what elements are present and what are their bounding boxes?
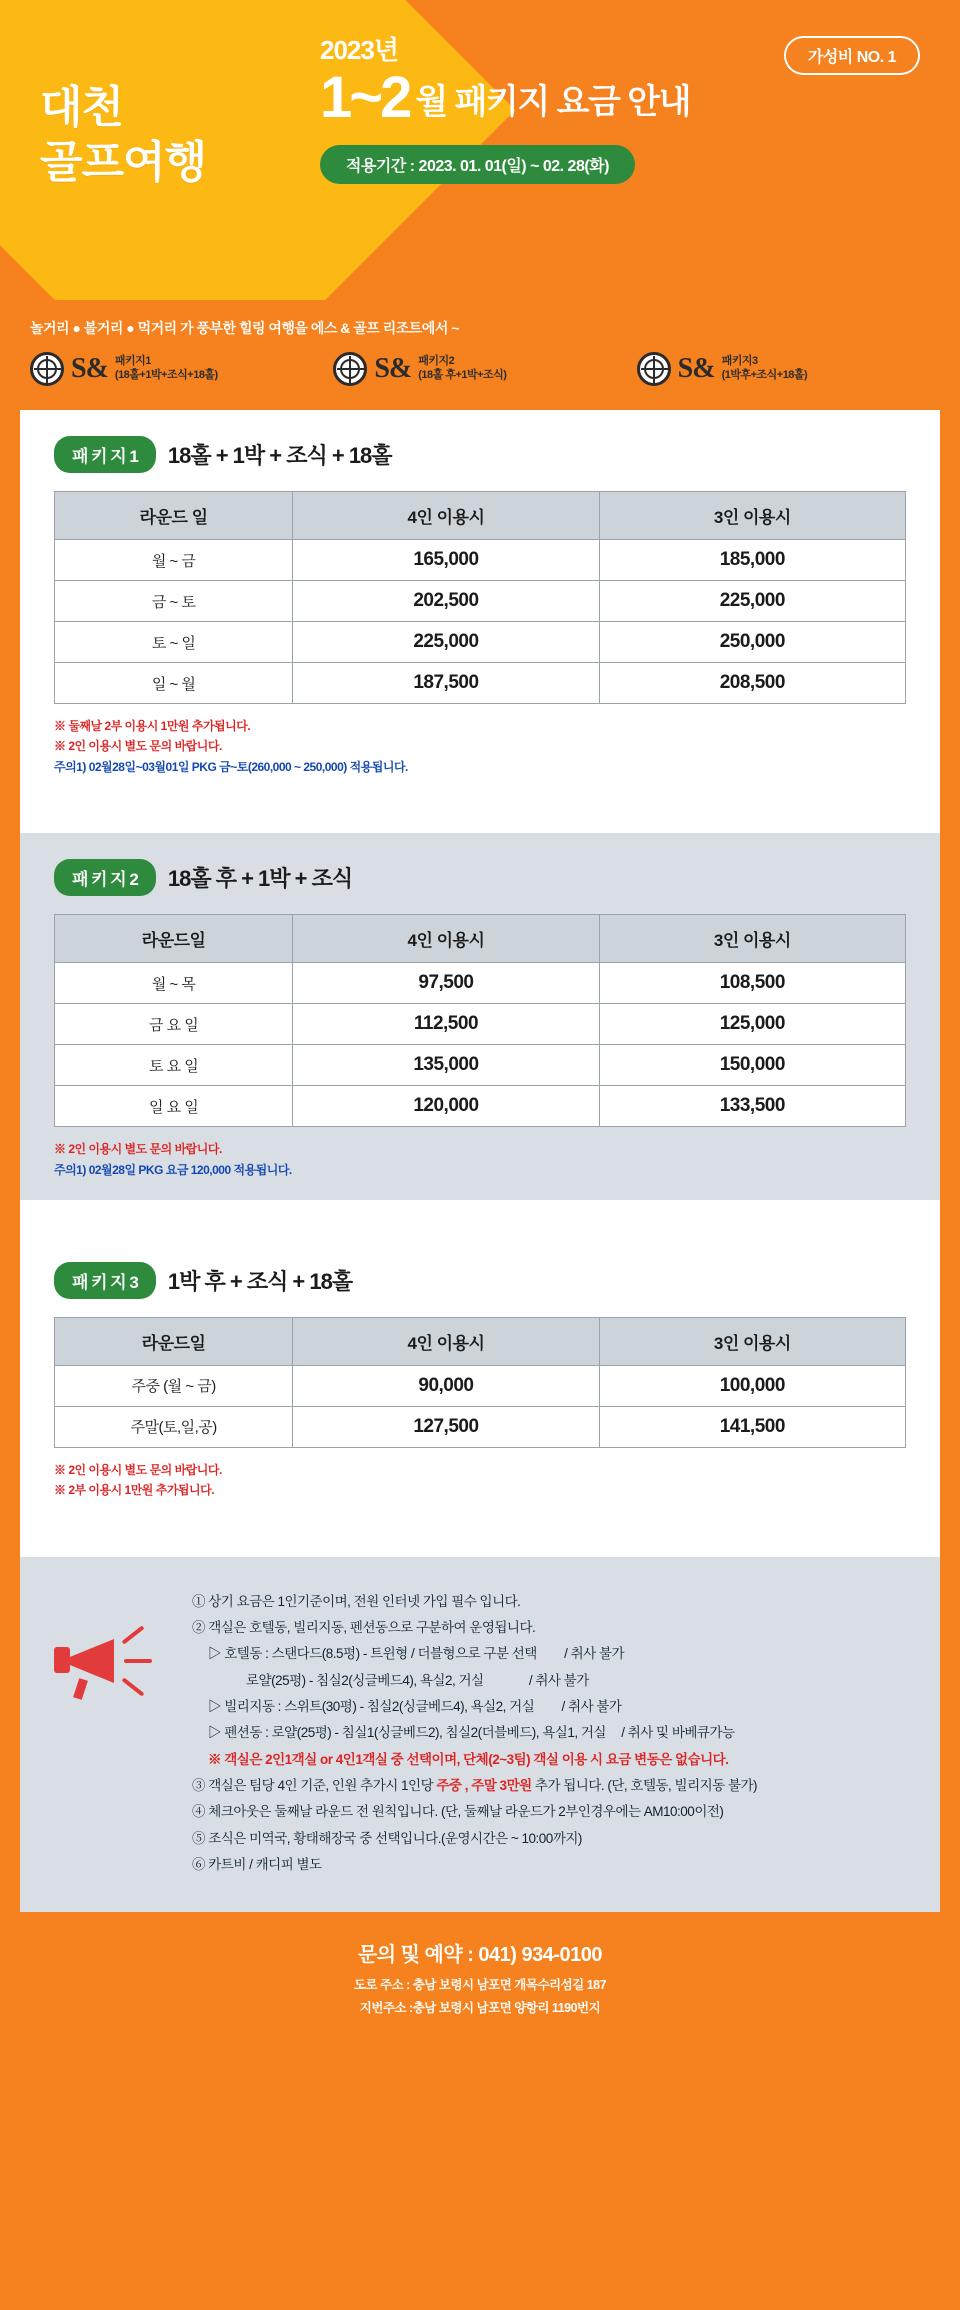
poster-header [0,0,960,300]
table-row [55,1004,906,1045]
address-lot: 지번주소 :충남 보령시 남포면 양항리 1190번지 [359,2001,601,2016]
brand-line-2: 골프여행 [40,138,207,187]
section-spacer [20,1200,940,1236]
price-table-3 [54,1317,906,1448]
terms-line-8-a: ③ 객실은 팀당 4인 기준, 인원 추가시 1인당 [192,1777,437,1793]
terms-line-3-text: ▷ 호텔동 : 스탠다드(8.5평) - 트윈형 / 더블형으로 구분 선택 [208,1646,537,1662]
cell-price-4p: 135,000 [293,1045,599,1086]
package-desc-1: (18홀+1박+조식+18홀) [114,369,218,381]
col-header-day: 라운드일 [55,915,293,963]
cell-price-3p: 133,500 [599,1086,905,1127]
header-subtitle: 월 패키지 요금 안내 [415,83,690,121]
cell-price-3p: 125,000 [599,1004,905,1045]
col-header-3p: 3인 이용시 [599,1317,905,1365]
section-header-1 [54,436,906,473]
cell-day: 토 요 일 [55,1045,293,1086]
package-logo-item-3 [637,352,930,386]
cell-price-3p: 100,000 [599,1365,905,1406]
brand-title [40,80,206,190]
note-line: 주의1) 02월28일~03월01일 PKG 금~토(260,000 ~ 250,000) 적용됩니다. [54,759,408,774]
col-header-4p: 4인 이용시 [293,492,599,540]
section-notes-1 [54,716,906,797]
package-summary-bar [0,300,960,410]
package-section-2 [20,833,940,1200]
terms-line-7-text: ※ 객실은 2인1객실 or 4인1객실 중 선택이며, 단체(2~3팀) 객실 이용 시 요금 변동은 없습니다. [208,1751,729,1767]
section-title-3: 1박 후 + 조식 + 18홀 [167,1268,353,1294]
package-name-1: 패키지1 [114,355,151,368]
cell-day: 일 ~ 월 [55,663,293,704]
package-section-1 [20,410,940,797]
terms-line-11: ⑥ 카트비 / 캐디피 별도 [192,1856,322,1872]
cell-day: 금 ~ 토 [55,581,293,622]
section-notes-2 [54,1139,906,1200]
section-header-3 [54,1262,906,1299]
cell-price-4p: 97,500 [293,963,599,1004]
terms-line-3 [192,1641,906,1667]
cell-price-4p: 165,000 [293,540,599,581]
period-badge: 적용기간 : 2023. 01. 01(일) ~ 02. 28(화) [320,145,635,184]
terms-line-4-note: / 취사 불가 [528,1672,589,1688]
table-row [55,1086,906,1127]
value-badge: 가성비 NO. 1 [784,36,920,75]
section-title-2: 18홀 후 + 1박 + 조식 [167,866,353,892]
col-header-day: 라운드일 [55,1317,293,1365]
package-name-2: 패키지2 [418,355,455,368]
cell-price-3p: 150,000 [599,1045,905,1086]
note-line: ※ 둘째날 2부 이용시 1만원 추가됩니다. [54,719,251,733]
package-label-3 [722,355,808,383]
contact-phone: 문의 및 예약 : 041) 934-0100 [357,1944,603,1967]
section-header-2 [54,859,906,896]
terms-line-5-note: / 취사 불가 [561,1698,622,1714]
package-logo-item-1 [30,352,323,386]
globe-icon [637,352,671,386]
cell-price-4p: 120,000 [293,1086,599,1127]
cell-day: 일 요 일 [55,1086,293,1127]
note-line: ※ 2인 이용시 별도 문의 바랍니다. [54,739,222,754]
section-chip-3: 패 키 지 3 [54,1262,156,1299]
sand-logo-text: S& [71,353,108,384]
terms-line-1: ① 상기 요금은 1인기준이며, 전원 인터넷 가입 필수 입니다. [192,1593,521,1609]
package-logo-item-2 [333,352,626,386]
cell-price-3p: 108,500 [599,963,905,1004]
table-header-row [55,1317,906,1365]
terms-line-10: ⑤ 조식은 미역국, 황태해장국 중 선택입니다.(운영시간은 ~ 10:00까지) [192,1830,582,1846]
terms-line-5 [192,1694,906,1720]
col-header-4p: 4인 이용시 [293,1317,599,1365]
note-line: 주의1) 02월28일 PKG 요금 120,000 적용됩니다. [54,1162,292,1177]
terms-info-box [20,1557,940,1912]
sand-logo-text: S& [677,353,715,384]
terms-line-6-note: / 취사 및 바베큐가능 [621,1725,735,1741]
table-header-row [55,915,906,963]
content-sheet [20,410,940,1912]
package-logo-row [30,352,930,386]
terms-line-9: ④ 체크아웃은 둘째날 라운드 전 원칙입니다. (단, 둘째날 라운드가 2부인경우에는 AM10:00이전) [192,1804,724,1820]
note-line: ※ 2인 이용시 별도 문의 바랍니다. [54,1142,222,1157]
table-row [55,663,906,704]
price-table-1 [54,491,906,704]
globe-icon [333,352,367,386]
cell-day: 토 ~ 일 [55,622,293,663]
terms-list [192,1587,906,1878]
package-label-1 [115,355,218,383]
section-notes-3 [54,1460,906,1521]
col-header-day: 라운드 일 [55,492,293,540]
section-chip-2: 패 키 지 2 [54,859,156,896]
globe-icon [30,352,64,386]
terms-line-6-text: ▷ 펜션동 : 로얄(25평) - 침실1(싱글베드2), 침실2(더블베드), 욕실1, 거실 [208,1725,606,1741]
package-desc-2: (18홀 후+1박+조식) [418,369,507,381]
cell-price-3p: 225,000 [599,581,905,622]
col-header-3p: 3인 이용시 [599,915,905,963]
note-line: ※ 2인 이용시 별도 문의 바랍니다. [54,1462,222,1477]
table-row [55,1045,906,1086]
table-row [55,963,906,1004]
cell-price-4p: 225,000 [293,622,599,663]
terms-line-2: ② 객실은 호텔동, 빌리지동, 펜션동으로 구분하여 운영됩니다. [192,1620,536,1636]
terms-line-8-highlight: 주중 , 주말 3만원 [436,1777,532,1793]
cell-day: 주중 (월 ~ 금) [55,1365,293,1406]
section-chip-1: 패 키 지 1 [54,436,156,473]
cell-day: 월 ~ 목 [55,963,293,1004]
cell-price-3p: 208,500 [599,663,905,704]
tagline-text: 놀거리 ● 볼거리 ● 먹거리 가 풍부한 힐링 여행을 에스 & 골프 리조트에서 ~ [30,320,459,336]
terms-line-6 [192,1720,906,1746]
poster-footer [0,1912,960,2044]
sand-logo-text: S& [374,353,412,384]
cell-day: 월 ~ 금 [55,540,293,581]
terms-line-4-text: 로얄(25평) - 침실2(싱글베드4), 욕실2, 거실 [246,1672,484,1688]
cell-price-3p: 250,000 [599,622,905,663]
megaphone-icon [54,1587,174,1727]
table-row [55,622,906,663]
header-title-row [320,65,940,130]
section-spacer [20,1521,940,1557]
terms-line-8 [192,1773,906,1799]
brand-line-1: 대천 [40,83,124,132]
header-month-range: 1~2 [320,65,410,130]
cell-day: 주말(토,일,공) [55,1406,293,1447]
terms-line-8-b: 추가 됩니다. (단, 호텔동, 빌리지동 불가) [531,1777,758,1793]
package-section-3 [20,1236,940,1521]
terms-line-3-note: / 취사 불가 [564,1646,625,1662]
header-right-block [320,30,940,184]
table-row [55,1365,906,1406]
table-row [55,581,906,622]
section-title-1: 18홀 + 1박 + 조식 + 18홀 [167,443,392,468]
table-header-row [55,492,906,540]
col-header-3p: 3인 이용시 [599,492,905,540]
package-name-3: 패키지3 [721,355,758,368]
cell-price-4p: 187,500 [293,663,599,704]
terms-line-5-text: ▷ 빌리지동 : 스위트(30평) - 침실2(싱글베드4), 욕실2, 거실 [208,1698,535,1714]
cell-price-4p: 202,500 [293,581,599,622]
price-table-2 [54,914,906,1127]
cell-day: 금 요 일 [55,1004,293,1045]
cell-price-3p: 185,000 [599,540,905,581]
cell-price-4p: 90,000 [293,1365,599,1406]
cell-price-4p: 127,500 [293,1406,599,1447]
package-desc-3: (1박후+조식+18홀) [721,369,808,381]
note-line: ※ 2부 이용시 1만원 추가됩니다. [54,1483,215,1498]
terms-line-7 [192,1747,906,1773]
section-spacer [20,797,940,833]
cell-price-4p: 112,500 [293,1004,599,1045]
package-label-2 [418,355,506,383]
cell-price-3p: 141,500 [599,1406,905,1447]
header-year: 2023년 [320,35,398,65]
col-header-4p: 4인 이용시 [293,915,599,963]
address-road: 도로 주소 : 충남 보령시 남포면 개목수리섬길 187 [353,1978,607,1993]
terms-line-4 [192,1668,906,1694]
table-row [55,540,906,581]
table-row [55,1406,906,1447]
